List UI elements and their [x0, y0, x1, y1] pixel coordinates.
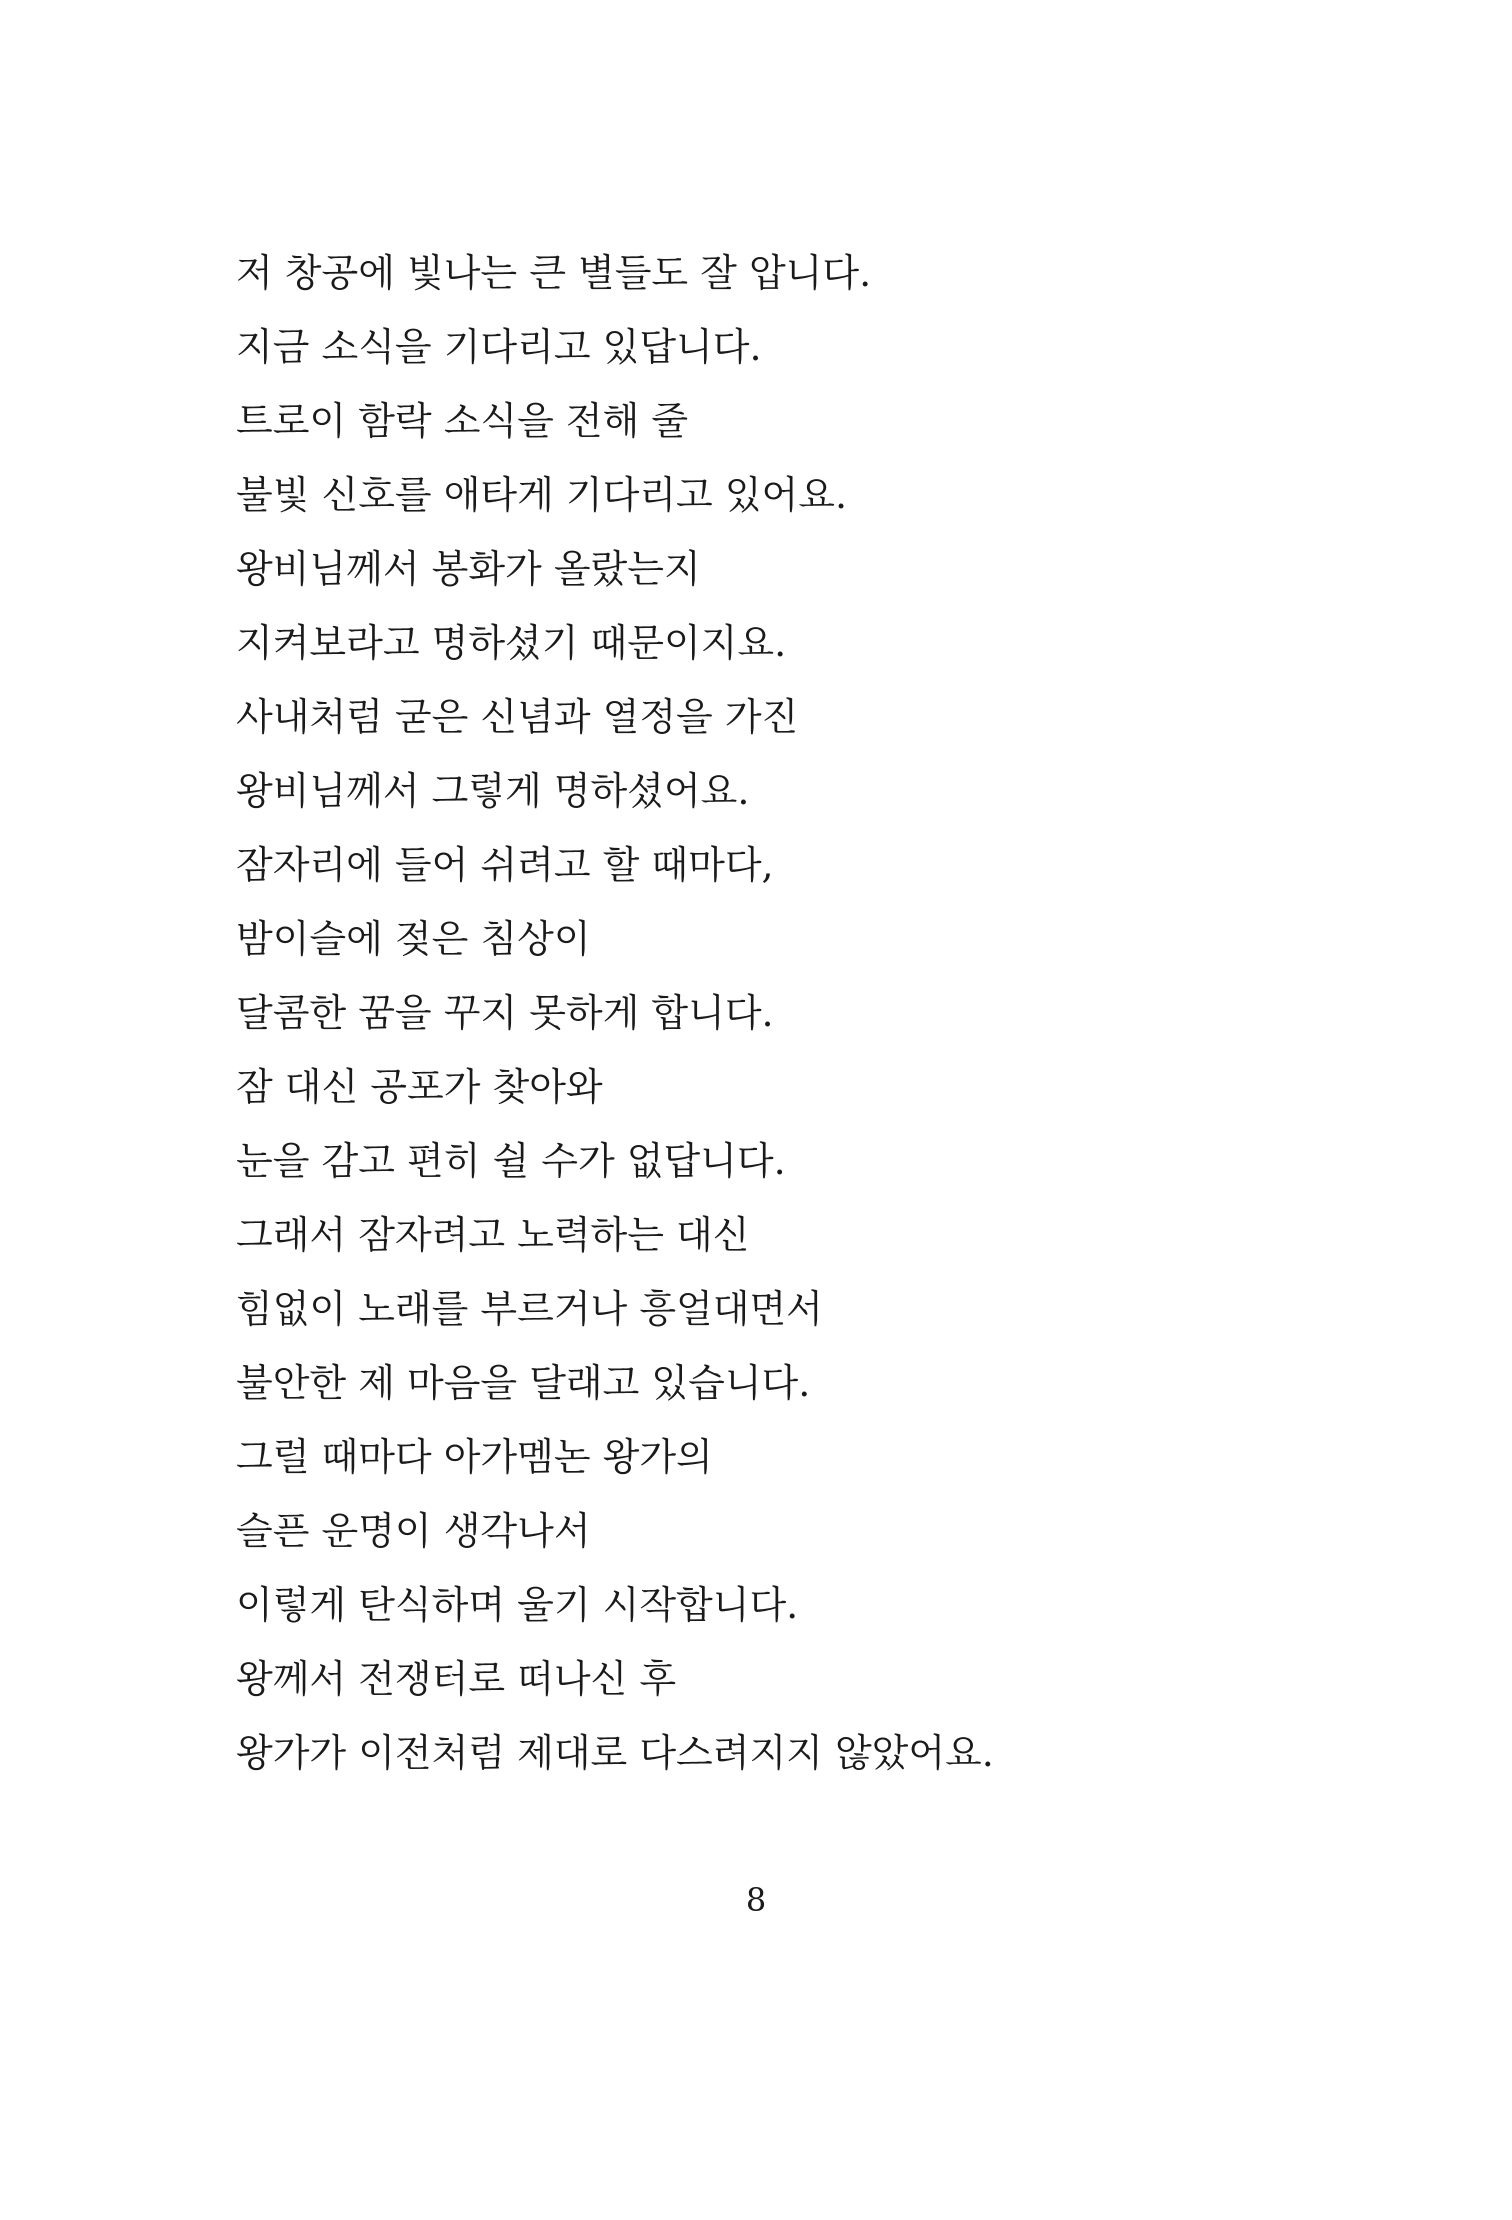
verse-line: 불빛 신호를 애타게 기다리고 있어요.: [236, 473, 848, 517]
verse-line: 사내처럼 굳은 신념과 열정을 가진: [236, 695, 799, 739]
verse-line: 불안한 제 마음을 달래고 있습니다.: [236, 1361, 811, 1405]
verse-line: 저 창공에 빛나는 큰 별들도 잘 압니다.: [236, 251, 872, 295]
verse-line: 그래서 잠자려고 노력하는 대신: [236, 1213, 750, 1257]
verse-line: 왕가가 이전처럼 제대로 다스려지지 않았어요.: [236, 1731, 994, 1775]
verse-line: 잠자리에 들어 쉬려고 할 때마다,: [236, 843, 774, 887]
verse-line: 그럴 때마다 아가멤논 왕가의: [236, 1435, 713, 1479]
verse-line: 왕비님께서 그렇게 명하셨어요.: [236, 769, 750, 813]
verse-line: 왕비님께서 봉화가 올랐는지: [236, 547, 701, 591]
page-number: 8: [745, 1881, 767, 1919]
verse-text: [236, 236, 1336, 1790]
verse-line: 눈을 감고 편히 쉴 수가 없답니다.: [236, 1139, 786, 1183]
verse-line: 달콤한 꿈을 꾸지 못하게 합니다.: [236, 991, 774, 1035]
verse-line: 왕께서 전쟁터로 떠나신 후: [236, 1657, 677, 1701]
verse-line: 이렇게 탄식하며 울기 시작합니다.: [236, 1583, 799, 1627]
verse-line: 힘없이 노래를 부르거나 흥얼대면서: [236, 1287, 823, 1331]
verse-line: 지금 소식을 기다리고 있답니다.: [236, 325, 762, 369]
verse-line: 밤이슬에 젖은 침상이: [236, 917, 591, 961]
verse-line: 트로이 함락 소식을 전해 줄: [236, 399, 689, 443]
verse-line: 슬픈 운명이 생각나서: [236, 1509, 591, 1553]
verse-line: 잠 대신 공포가 찾아와: [236, 1065, 603, 1109]
verse-line: 지켜보라고 명하셨기 때문이지요.: [236, 621, 787, 665]
